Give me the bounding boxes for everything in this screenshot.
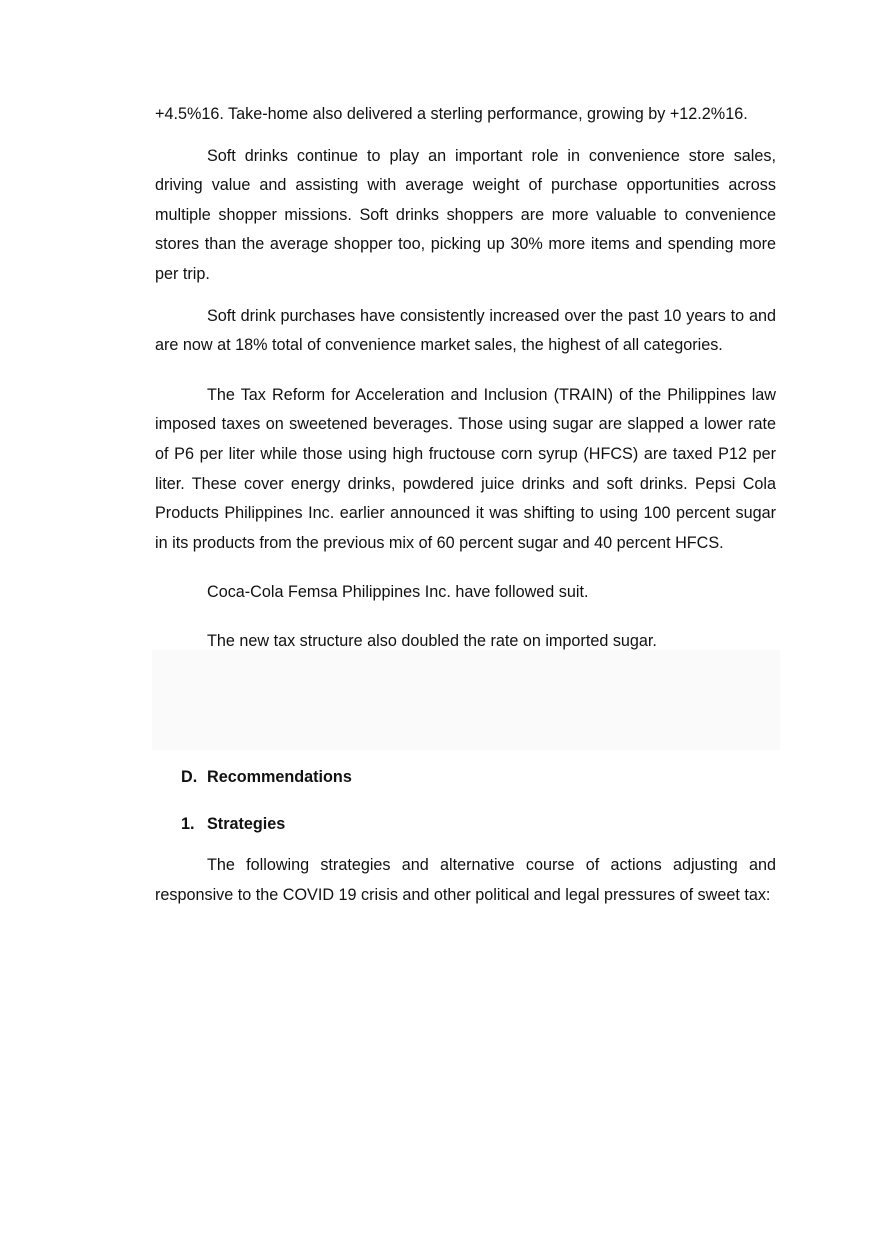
paragraph-train-law: The Tax Reform for Acceleration and Inclusion (TRAIN) of the Philippines law imposed taxes on sweetened beverages. Those using sugar are slapped a lower rate of P6 per liter while those using high fructouse corn syrup (HFCS) are taxed P12 per liter. These cover energy drinks, powdered juice drinks and soft drinks. Pepsi Cola Products Philippines Inc. earlier announced it was shifting to using 100 percent sugar in its products from the previous mix of 60 percent sugar and 40 percent HFCS. <box>155 385 776 552</box>
paragraph-continuation: +4.5%16. Take-home also delivered a sterling performance, growing by +12.2%16. <box>155 105 748 123</box>
body-text-top <box>155 100 776 657</box>
paragraph-soft-drink-purchases: Soft drink purchases have consistently increased over the past 10 years to and are now at 18% total of convenience market sales, the highest of all categories. <box>155 306 776 355</box>
subsection-marker: 1. <box>181 815 195 833</box>
paragraph-coca-cola: Coca-Cola Femsa Philippines Inc. have followed suit. <box>207 583 589 602</box>
section-heading-recommendations <box>181 768 352 787</box>
paragraph-imported-sugar: The new tax structure also doubled the rate on imported sugar. <box>207 631 657 650</box>
highlighted-region <box>152 650 780 750</box>
section-title: Recommendations <box>207 768 352 786</box>
paragraph-strategies-intro: The following strategies and alternative course of actions adjusting and responsive to the COVID 19 crisis and other political and legal pressures of sweet tax: <box>155 856 776 904</box>
subsection-heading-strategies <box>181 815 285 834</box>
body-text-bottom <box>155 851 776 910</box>
section-marker: D. <box>181 768 198 786</box>
subsection-title: Strategies <box>207 815 286 833</box>
paragraph-soft-drinks-role: Soft drinks continue to play an important role in convenience store sales, driving value and assisting with average weight of purchase opportunities across multiple shopper missions. Soft drinks shoppers are more valuable to convenience stores than the average shopper too, picking up 30% more items and spending more per trip. <box>155 146 776 283</box>
